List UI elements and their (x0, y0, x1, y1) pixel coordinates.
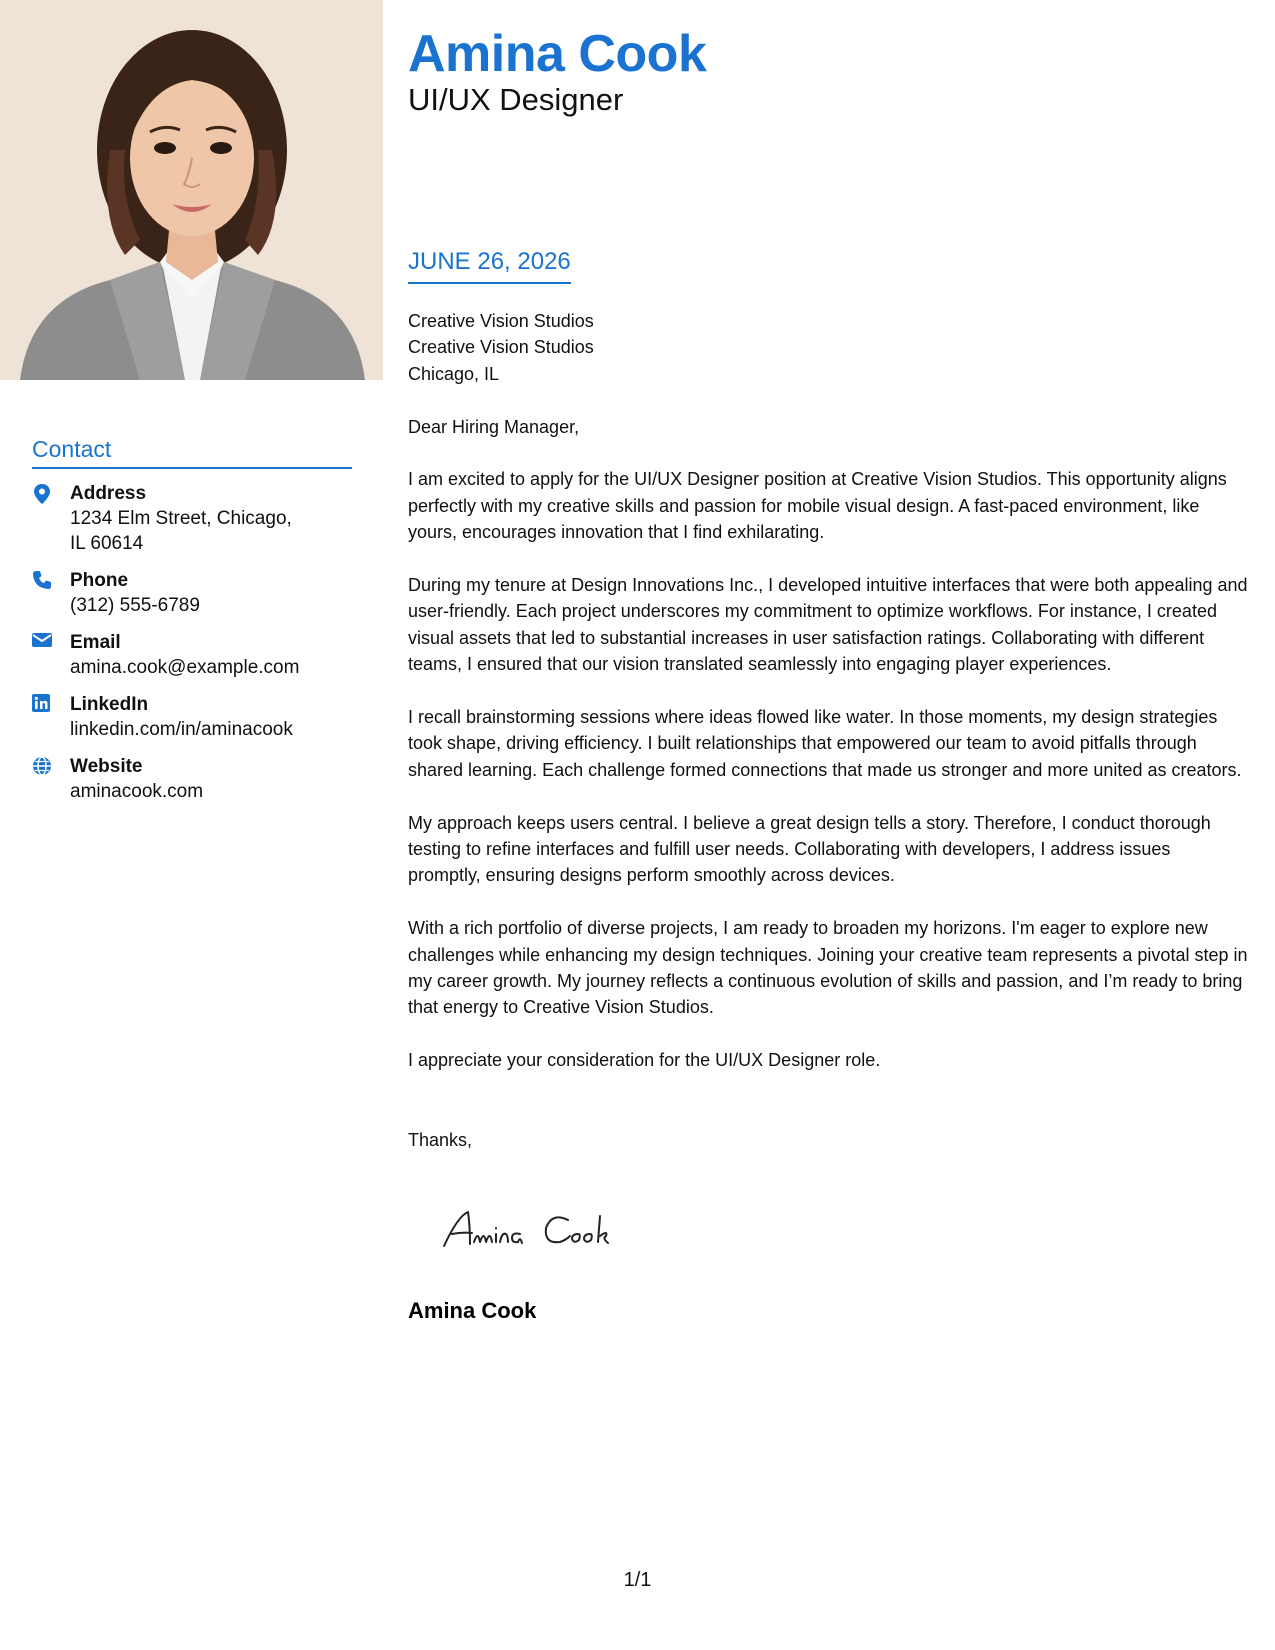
applicant-name: Amina Cook (408, 25, 707, 83)
contact-item-website (32, 754, 352, 804)
contact-label: Address (70, 483, 147, 504)
salutation: Dear Hiring Manager, (408, 416, 580, 437)
body-paragraph: With a rich portfolio of diverse projects, I am ready to broaden my horizons. I'm eager to explore new challenges while enhancing my design techniques. Joining your creative team represents a pivotal step in my career growth. My journey reflects a continuous evolution of skills and passion, and I’m ready to bring that energy to Creative Vision Studios. (408, 918, 1248, 1018)
contact-item-linkedin (32, 692, 352, 742)
letter-date: JUNE 26, 2026 (408, 248, 571, 284)
letter-body (408, 308, 1248, 1179)
recipient-line: Creative Vision Studios (408, 311, 594, 331)
signer-name: Amina Cook (408, 1298, 537, 1323)
contact-label: Email (70, 632, 121, 653)
handwritten-signature (440, 1206, 640, 1261)
phone-value[interactable]: (312) 555-6789 (70, 595, 200, 616)
body-paragraph: I am excited to apply for the UI/UX Designer position at Creative Vision Studios. This opportunity aligns perfectly with my creative skills and passion for mobile visual design. A fast-paced environment, like yours, encourages innovation that I find exhilarating. (408, 469, 1227, 543)
email-icon (32, 630, 70, 648)
profile-photo (0, 0, 383, 380)
contact-item-phone (32, 568, 352, 618)
address-value: 1234 Elm Street, Chicago, IL 60614 (70, 508, 292, 554)
contact-label: Website (70, 756, 143, 777)
page-number: 1/1 (623, 1569, 652, 1591)
recipient-block (408, 308, 1248, 387)
website-value[interactable]: aminacook.com (70, 781, 204, 802)
body-paragraph: I recall brainstorming sessions where ideas flowed like water. In those moments, my design strategies took shape, driving efficiency. I built relationships that empowered our team to avoid pitfalls through shared learning. Each challenge formed connections that made us stronger and more united as creators. (408, 707, 1242, 780)
recipient-line: Creative Vision Studios (408, 337, 594, 358)
body-paragraph: My approach keeps users central. I believe a great design tells a story. Therefore, I conduct thorough testing to refine interfaces and fulfill user needs. Collaborating with developers, I address issues promptly, ensuring designs perform smoothly across devices. (408, 812, 1211, 886)
closing: Thanks, (408, 1129, 473, 1150)
contact-item-address (32, 481, 352, 556)
email-value[interactable]: amina.cook@example.com (70, 657, 300, 678)
recipient-line: Chicago, IL (408, 363, 500, 384)
linkedin-icon (32, 692, 70, 712)
linkedin-value[interactable]: linkedin.com/in/aminacook (70, 719, 293, 740)
job-title: UI/UX Designer (408, 82, 624, 117)
phone-icon (32, 568, 70, 590)
body-paragraph: I appreciate your consideration for the UI/UX Designer role. (408, 1050, 881, 1071)
contact-label: LinkedIn (70, 694, 149, 715)
map-pin-icon (32, 481, 70, 505)
contact-label: Phone (70, 570, 129, 591)
contact-heading: Contact (32, 436, 352, 469)
contact-item-email (32, 630, 352, 680)
globe-icon (32, 754, 70, 776)
contact-sidebar (32, 436, 352, 816)
body-paragraph: During my tenure at Design Innovations Inc., I developed intuitive interfaces that were both appealing and user-friendly. Each project underscores my commitment to optimize workflows. For instance, I created visual assets that led to substantial increases in user satisfaction ratings. Collaborating with different teams, I ensured that our vision translated seamlessly into engaging player experiences. (408, 575, 1248, 675)
